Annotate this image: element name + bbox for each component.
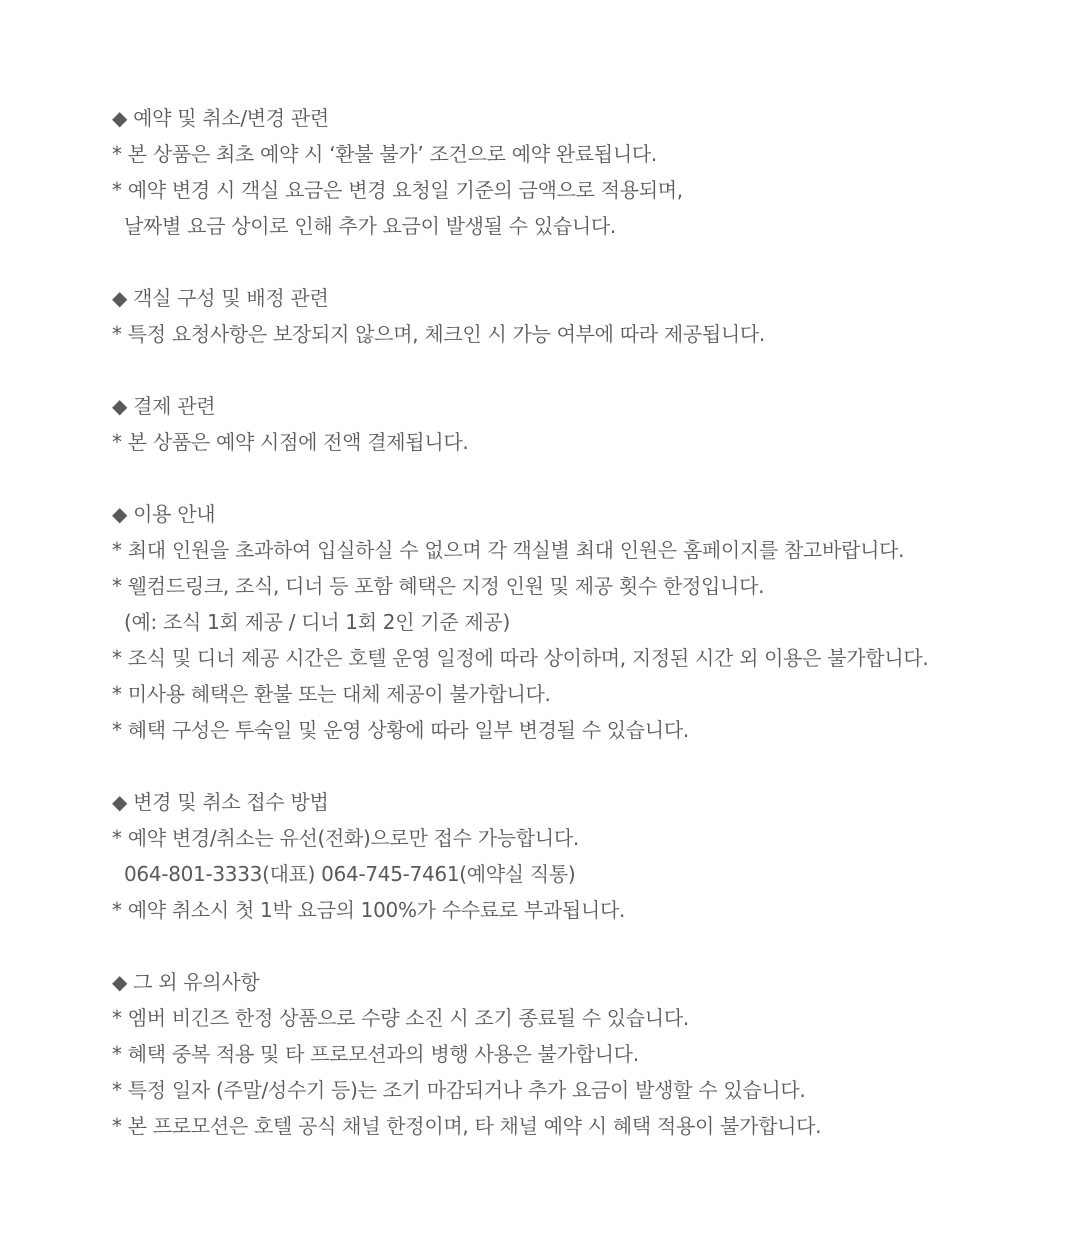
notice-item: * 본 상품은 예약 시점에 전액 결제됩니다. [112,430,469,454]
notice-item: * 예약 변경/취소는 유선(전화)으로만 접수 가능합니다. [112,826,579,850]
notice-item: * 특정 요청사항은 보장되지 않으며, 체크인 시 가능 여부에 따라 제공됩니다. [112,322,765,346]
notice-item: * 미사용 혜택은 환불 또는 대체 제공이 불가합니다. [112,682,551,706]
section-heading: ◆ 변경 및 취소 접수 방법 [112,790,329,814]
notice-item: * 최대 인원을 초과하여 입실하실 수 없으며 각 객실별 최대 인원은 홈페이지를 참고바랍니다. [112,538,905,562]
notice-item: * 본 상품은 최초 예약 시 ‘환불 불가’ 조건으로 예약 완료됩니다. [112,142,657,166]
section-other-notes [112,964,1052,1144]
section-heading: ◆ 예약 및 취소/변경 관련 [112,106,329,130]
section-heading: ◆ 객실 구성 및 배정 관련 [112,286,329,310]
notice-document [112,100,1052,1144]
notice-item: * 혜택 중복 적용 및 타 프로모션과의 병행 사용은 불가합니다. [112,1042,639,1066]
notice-item: * 특정 일자 (주말/성수기 등)는 조기 마감되거나 추가 요금이 발생할 수 있습니다. [112,1078,806,1102]
notice-item: * 예약 취소시 첫 1박 요금의 100%가 수수료로 부과됩니다. [112,898,626,922]
section-room-assignment [112,280,1052,352]
section-payment [112,388,1052,460]
section-heading: ◆ 그 외 유의사항 [112,970,260,994]
phone-numbers: 064-801-3333(대표) 064-745-7461(예약실 직통) [124,862,576,886]
notice-item: * 웰컴드링크, 조식, 디너 등 포함 혜택은 지정 인원 및 제공 횟수 한정입니다. [112,574,765,598]
notice-item-continued: (예: 조식 1회 제공 / 디너 1회 2인 기준 제공) [124,610,510,634]
notice-item: * 예약 변경 시 객실 요금은 변경 요청일 기준의 금액으로 적용되며, [112,178,683,202]
section-change-cancel-method [112,784,1052,928]
notice-item: * 혜택 구성은 투숙일 및 운영 상황에 따라 일부 변경될 수 있습니다. [112,718,689,742]
section-reservation-cancel [112,100,1052,244]
notice-item: * 조식 및 디너 제공 시간은 호텔 운영 일정에 따라 상이하며, 지정된 시간 외 이용은 불가합니다. [112,646,929,670]
section-heading: ◆ 이용 안내 [112,502,216,526]
section-heading: ◆ 결제 관련 [112,394,216,418]
section-usage-guide [112,496,1052,748]
notice-item: * 엠버 비긴즈 한정 상품으로 수량 소진 시 조기 종료될 수 있습니다. [112,1006,689,1030]
notice-item: * 본 프로모션은 호텔 공식 채널 한정이며, 타 채널 예약 시 혜택 적용이 불가합니다. [112,1114,822,1138]
notice-item-continued: 날짜별 요금 상이로 인해 추가 요금이 발생될 수 있습니다. [124,214,616,238]
